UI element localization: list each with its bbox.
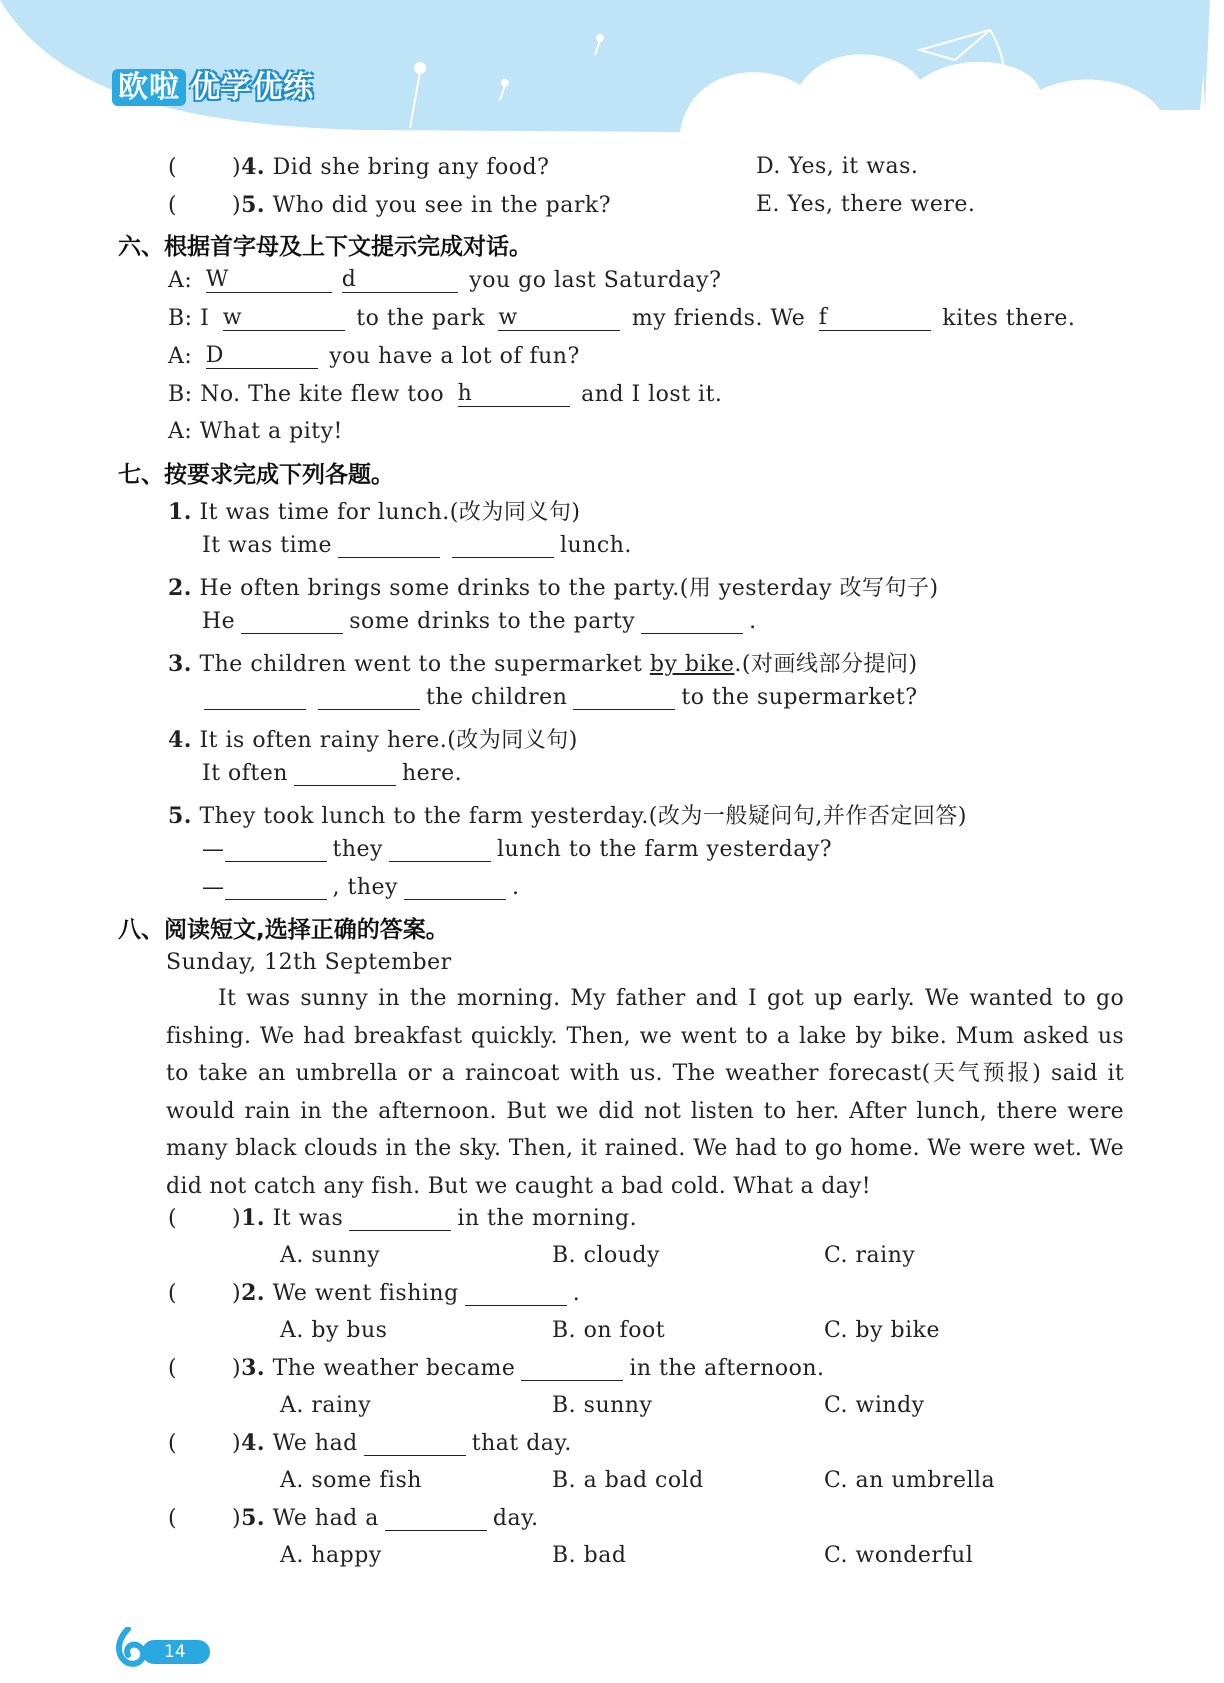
answer-option-e: E. Yes, there were.	[756, 192, 976, 217]
option-b[interactable]: B. a bad cold	[552, 1468, 704, 1493]
paren-close: )	[232, 155, 242, 180]
blank-f[interactable]	[819, 305, 931, 331]
speaker-b: B: I	[168, 306, 217, 331]
option-b[interactable]: B. cloudy	[552, 1243, 660, 1268]
answer-blank[interactable]	[241, 611, 343, 634]
passage-text: It was sunny in the morning. My father and I got up early. We wanted to go fishing. We had breakfast quickly. Then, we went to a lake by bike. Mum asked us to take an umbrella or a raincoat with us. The weather forecast(天气预报) said it would rain in the afternoon. But we did not listen to her. After lunch, there were many black clouds in the sky. Then, it rained. We had to go home. We were wet. We did not catch any fish. But we caught a bad cold. What a day!	[166, 986, 1124, 1199]
question-text: It was time for lunch.(改为同义句)	[199, 500, 581, 525]
question-text: Did she bring any food?	[272, 155, 550, 180]
blank-d2[interactable]	[206, 343, 318, 369]
mcq-question-5[interactable]	[168, 1505, 539, 1531]
question-text: in the afternoon.	[629, 1356, 825, 1381]
question-text: The children went to the supermarket	[199, 652, 650, 677]
answer-text: It often	[202, 761, 288, 786]
dialog-text: B: No. The kite flew too	[168, 382, 452, 407]
section-8-title: 八、阅读短文,选择正确的答案。	[118, 917, 449, 943]
underlined-phrase: by bike	[649, 652, 735, 677]
blank-w[interactable]	[206, 267, 332, 293]
question-number: 3.	[168, 651, 192, 677]
task-3-prompt	[168, 647, 918, 678]
question-number: 1.	[241, 1205, 266, 1231]
answer-blank[interactable]	[389, 839, 491, 862]
question-text: day.	[492, 1506, 539, 1531]
question-number: 1.	[168, 499, 192, 525]
answer-text: .	[511, 875, 520, 900]
dash: —	[202, 875, 225, 900]
question-text: Who did you see in the park?	[272, 193, 611, 218]
question-number: 5.	[241, 1505, 266, 1531]
brand-part-b: 优学优练	[190, 70, 314, 105]
mcq-question-1[interactable]	[168, 1205, 637, 1231]
paren-open: (	[168, 1206, 178, 1231]
answer-text: to the supermarket?	[681, 685, 918, 710]
blank-w2[interactable]	[498, 305, 620, 331]
answer-blank[interactable]	[294, 763, 396, 786]
hint-letter: w	[222, 305, 243, 330]
task-2-prompt	[168, 571, 939, 602]
answer-text: He	[202, 609, 236, 634]
blank-d[interactable]	[342, 267, 458, 293]
question-text: It was	[272, 1206, 344, 1231]
speaker-a: A:	[168, 344, 200, 369]
paren-open: (	[168, 1281, 178, 1306]
option-a[interactable]: A. rainy	[280, 1393, 372, 1418]
task-3-answer[interactable]	[198, 685, 918, 710]
paren-close: )	[232, 1281, 242, 1306]
option-c[interactable]: C. windy	[824, 1393, 925, 1418]
task-5-answer-reply[interactable]	[202, 875, 519, 900]
question-number: 3.	[241, 1355, 266, 1381]
answer-blank[interactable]	[404, 877, 506, 900]
answer-blank[interactable]	[465, 1283, 567, 1306]
question-number: 5.	[241, 192, 266, 218]
option-c[interactable]: C. rainy	[824, 1243, 916, 1268]
mcq-question-4[interactable]	[168, 1430, 572, 1456]
question-text: It is often rainy here.(改为同义句)	[199, 728, 578, 753]
task-2-answer[interactable]	[202, 609, 757, 634]
paren-open: (	[168, 1431, 178, 1456]
brand-part-a: 欧啦	[112, 69, 186, 106]
question-number: 4.	[241, 1430, 266, 1456]
answer-blank[interactable]	[225, 839, 327, 862]
page-number: 14	[142, 1640, 210, 1664]
hint-letter: f	[818, 305, 828, 330]
task-1-prompt	[168, 495, 580, 526]
option-a[interactable]: A. happy	[280, 1543, 382, 1568]
task-5-answer-question[interactable]	[202, 837, 832, 862]
option-a[interactable]: A. by bus	[280, 1318, 388, 1343]
paren-open: (	[168, 1356, 178, 1381]
match-question-5	[168, 192, 611, 218]
question-number: 2.	[241, 1280, 266, 1306]
passage-date: Sunday, 12th September	[166, 950, 452, 975]
answer-blank[interactable]	[204, 687, 306, 710]
option-c[interactable]: C. an umbrella	[824, 1468, 996, 1493]
paren-close: )	[232, 1431, 242, 1456]
answer-blank[interactable]	[225, 877, 327, 900]
answer-text: , they	[332, 875, 398, 900]
dialog-text: you have a lot of fun?	[329, 344, 580, 369]
section-7-title: 七、按要求完成下列各题。	[118, 462, 394, 488]
task-5-prompt	[168, 799, 967, 830]
hint-letter: D	[205, 343, 224, 368]
question-number: 4.	[241, 154, 266, 180]
answer-text: here.	[401, 761, 463, 786]
question-number: 2.	[168, 575, 192, 601]
answer-text: lunch.	[560, 533, 632, 558]
dialog-text: you go last Saturday?	[469, 268, 722, 293]
question-number: 4.	[168, 727, 192, 753]
option-b[interactable]: B. on foot	[552, 1318, 666, 1343]
paren-close: )	[232, 1506, 242, 1531]
answer-blank[interactable]	[349, 1208, 451, 1231]
question-text: .(对画线部分提问)	[734, 652, 918, 677]
answer-blank[interactable]	[364, 1433, 466, 1456]
answer-option-d: D. Yes, it was.	[756, 154, 919, 179]
paren-close: )	[232, 193, 242, 218]
blank-w1[interactable]	[223, 305, 345, 331]
question-text: We had	[272, 1431, 358, 1456]
mcq-question-3[interactable]	[168, 1355, 825, 1381]
question-number: 5.	[168, 803, 192, 829]
match-question-4	[168, 154, 549, 180]
answer-text: some drinks to the party	[349, 609, 636, 634]
hint-letter: W	[205, 267, 229, 292]
answer-text: It was time	[202, 533, 333, 558]
dash: —	[202, 837, 225, 862]
answer-blank[interactable]	[318, 687, 420, 710]
speaker-a: A:	[168, 268, 200, 293]
answer-text: the children	[426, 685, 568, 710]
option-a[interactable]: A. some fish	[280, 1468, 422, 1493]
option-a[interactable]: A. sunny	[280, 1243, 381, 1268]
hint-letter: d	[341, 267, 357, 292]
section-6-title: 六、根据首字母及上下文提示完成对话。	[118, 234, 532, 260]
answer-blank[interactable]	[338, 535, 440, 558]
answer-blank[interactable]	[385, 1508, 487, 1531]
question-text: We went fishing	[272, 1281, 459, 1306]
mcq-question-2[interactable]	[168, 1280, 580, 1306]
paren-open: (	[168, 1506, 178, 1531]
question-text: The weather became	[272, 1356, 516, 1381]
dialog-text: kites there.	[942, 306, 1076, 331]
task-4-answer[interactable]	[202, 761, 462, 786]
dialog-line-2[interactable]	[168, 305, 1075, 331]
answer-text: they	[332, 837, 383, 862]
answer-blank[interactable]	[452, 535, 554, 558]
paren-open: (	[168, 155, 178, 180]
question-text: They took lunch to the farm yesterday.(改为一般疑问句,并作否定回答)	[199, 804, 967, 829]
answer-text: lunch to the farm yesterday?	[496, 837, 833, 862]
dialog-line-3[interactable]	[168, 343, 580, 369]
option-c[interactable]: C. by bike	[824, 1318, 941, 1343]
hint-letter: w	[498, 305, 518, 330]
dialog-text: my friends. We	[631, 306, 813, 331]
reading-passage	[166, 980, 1124, 1206]
dialog-line-4[interactable]	[168, 381, 722, 407]
paren-close: )	[232, 1356, 242, 1381]
answer-blank[interactable]	[573, 687, 675, 710]
dialog-text: and I lost it.	[581, 382, 723, 407]
task-1-answer[interactable]	[202, 533, 632, 558]
dialog-text: to the park	[356, 306, 493, 331]
question-text: .	[572, 1281, 581, 1306]
option-b[interactable]: B. bad	[552, 1543, 627, 1568]
task-4-prompt	[168, 723, 578, 754]
hint-letter: h	[457, 381, 473, 406]
blank-h[interactable]	[458, 381, 570, 407]
question-text: He often brings some drinks to the party.(用 yesterday 改写句子)	[199, 576, 939, 601]
paren-close: )	[232, 1206, 242, 1231]
dialog-line-1[interactable]	[168, 267, 721, 293]
question-text: We had a	[272, 1506, 379, 1531]
paren-open: (	[168, 193, 178, 218]
answer-text: .	[749, 609, 757, 634]
option-b[interactable]: B. sunny	[552, 1393, 653, 1418]
question-text: in the morning.	[457, 1206, 638, 1231]
answer-blank[interactable]	[641, 611, 743, 634]
dialog-line-5: A: What a pity!	[168, 419, 343, 444]
answer-blank[interactable]	[521, 1358, 623, 1381]
brand-logo	[112, 62, 314, 106]
question-text: that day.	[471, 1431, 572, 1456]
option-c[interactable]: C. wonderful	[824, 1543, 974, 1568]
